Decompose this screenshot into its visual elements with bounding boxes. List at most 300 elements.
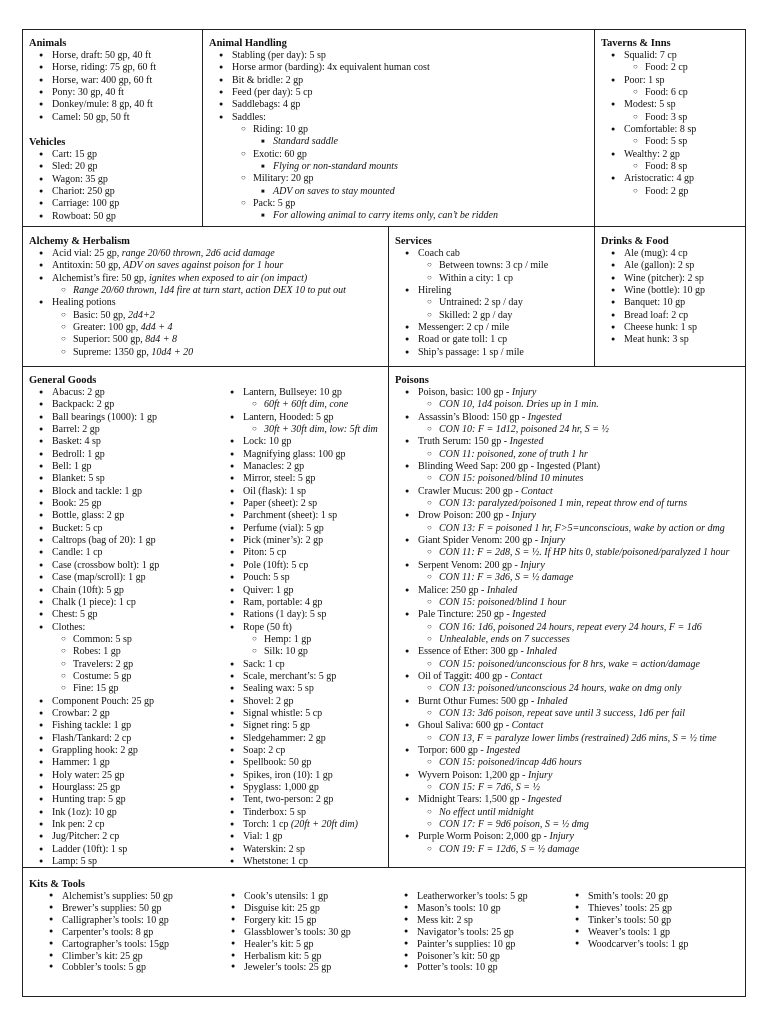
list-item — [220, 498, 388, 510]
item-note: CON 10: F = 1d12, poisoned 24 hr, S = ½ — [439, 424, 609, 436]
item-text: Superior: 500 gp, — [73, 334, 146, 346]
item-text: Pale Tincture: 250 gp - — [418, 609, 513, 621]
list-item — [220, 634, 388, 646]
list-item — [565, 939, 745, 951]
item-note: 2d4+2 — [128, 309, 155, 321]
list-item — [220, 659, 388, 671]
list-item — [29, 62, 201, 74]
item-text: Within a city: 1 cp — [439, 272, 514, 284]
item-text: Oil of Taggit: 400 gp - — [418, 670, 511, 682]
item-note: Inhaled — [486, 584, 518, 596]
list-item — [220, 696, 388, 708]
item-text: Poison, basic: 100 gp - — [418, 387, 512, 398]
list-item — [29, 473, 224, 485]
taverns-box — [594, 29, 746, 227]
item-text: Hemp: 1 gp — [264, 633, 312, 645]
list-item — [601, 322, 746, 334]
item-text: Perfume (vial): 5 gp — [243, 522, 324, 534]
list-item — [29, 273, 389, 285]
item-text: Truth Serum: 150 gp - — [418, 436, 510, 448]
list-item — [209, 99, 594, 111]
item-text: Bucket: 5 cp — [52, 522, 103, 534]
list-item — [395, 273, 595, 285]
kits-heading: Kits & Tools — [29, 879, 86, 890]
item-text: Comfortable: 8 sp — [624, 124, 697, 136]
list-item — [209, 136, 594, 148]
item-text: Basic: 50 gp, — [73, 309, 128, 321]
item-text: Chest: 5 gp — [52, 609, 98, 621]
list-item — [209, 210, 594, 222]
item-note: Ingested — [527, 794, 562, 806]
item-text: Ladder (10ft): 1 sp — [52, 843, 128, 855]
list-item — [29, 75, 201, 87]
list-item — [601, 75, 746, 87]
item-text: Feed (per day): 5 cp — [232, 87, 313, 99]
item-note: ignites when exposed to air (on impact) — [148, 272, 308, 284]
item-text: Blinding Weed Sap: 200 gp - Ingested (Plant) — [418, 461, 601, 473]
list-item — [39, 915, 219, 927]
item-text: Chalk (1 piece): 1 cp — [52, 596, 136, 608]
list-item — [601, 297, 746, 309]
item-note: CON 16: 1d6, poisoned 24 hours, repeat every 24 hours, F = 1d6 — [439, 621, 702, 633]
list-item — [29, 161, 201, 173]
list-item — [29, 211, 201, 223]
list-item — [220, 436, 388, 448]
item-note: For allowing animal to carry items only, can’t be ridden — [273, 210, 498, 222]
item-note: Injury — [549, 831, 574, 843]
item-note: Contact — [521, 485, 553, 497]
item-text: Donkey/mule: 8 gp, 40 ft — [52, 99, 153, 111]
item-text: Ship’s passage: 1 sp / mile — [418, 346, 524, 358]
item-text: Hunting trap: 5 gp — [52, 794, 126, 806]
list-item — [395, 473, 746, 485]
list-item — [601, 173, 746, 185]
list-item — [29, 399, 224, 411]
item-text: Essence of Ether: 300 gp - — [418, 646, 527, 658]
list-item — [395, 597, 746, 609]
taverns-list — [601, 50, 746, 198]
item-text: Chariot: 250 gp — [52, 186, 115, 198]
list-item — [29, 285, 389, 297]
list-item — [395, 770, 746, 782]
list-item — [220, 683, 388, 695]
item-text: Mess kit: 2 sp — [417, 914, 473, 926]
list-item — [29, 498, 224, 510]
list-item — [601, 186, 746, 198]
item-text: Herbalism kit: 5 gp — [244, 950, 322, 962]
list-item — [220, 831, 388, 843]
item-text: Sledgehammer: 2 gp — [243, 732, 326, 744]
item-note: Injury — [540, 535, 566, 547]
item-text: Glassblower’s tools: 30 gp — [244, 926, 351, 938]
list-item — [29, 297, 389, 309]
item-text: Mirror, steel: 5 gp — [243, 473, 316, 485]
item-text: Saddlebags: 4 gp — [232, 99, 301, 111]
item-text: Ink (1oz): 10 gp — [52, 806, 117, 818]
item-text: Brewer’s supplies: 50 gp — [62, 902, 162, 914]
item-text: Fine: 15 gp — [73, 683, 119, 695]
list-item — [395, 757, 746, 769]
item-text: Clothes: — [52, 621, 86, 633]
item-text: Common: 5 sp — [73, 633, 132, 645]
item-text: Jug/Pitcher: 2 cp — [52, 831, 120, 843]
item-text: Spellbook: 50 gp — [243, 757, 312, 769]
list-item — [29, 807, 224, 819]
item-note: ADV on saves to stay mounted — [273, 185, 395, 197]
item-text: Ink pen: 2 cp — [52, 819, 105, 831]
item-note: Injury — [527, 769, 553, 781]
item-text: Crowbar: 2 gp — [52, 707, 110, 719]
item-text: Sealing wax: 5 sp — [243, 683, 314, 695]
list-item — [29, 597, 224, 609]
list-item — [209, 62, 594, 74]
item-text: Greater: 100 gp, — [73, 322, 141, 334]
item-text: Food: 5 sp — [645, 136, 688, 148]
item-text: Sack: 1 cp — [243, 658, 285, 670]
item-text: Wealthy: 2 gp — [624, 148, 680, 160]
item-note: CON 13: paralyzed/poisoned 1 min, repeat throw end of turns — [439, 498, 688, 510]
item-note: 30ft + 30ft dim, low: 5ft dim — [264, 424, 378, 436]
item-text: Alchemist’s supplies: 50 gp — [62, 891, 173, 902]
item-text: Untrained: 2 sp / day — [439, 297, 523, 309]
list-item — [601, 136, 746, 148]
item-text: Alchemist’s fire: 50 gp, — [52, 272, 149, 284]
list-item — [221, 891, 411, 903]
kits-list-col4 — [565, 891, 745, 951]
alchemy-box — [22, 226, 389, 367]
item-text: Meat hunk: 3 sp — [624, 334, 689, 346]
item-text: Backpack: 2 gp — [52, 399, 115, 411]
list-item — [395, 285, 595, 297]
item-text: Giant Spider Venom: 200 gp - — [418, 535, 541, 547]
drinks-list — [601, 248, 746, 347]
item-text: Spikes, iron (10): 1 gp — [243, 769, 333, 781]
list-item — [29, 461, 224, 473]
item-text: Scale, merchant’s: 5 gp — [243, 670, 337, 682]
item-text: Vial: 1 gp — [243, 831, 283, 843]
item-note: CON 11: poisoned, zone of truth 1 hr — [439, 448, 588, 460]
list-item — [29, 186, 201, 198]
item-text: Basket: 4 sp — [52, 436, 101, 448]
item-note: Flying or non-standard mounts — [273, 161, 398, 173]
list-item — [601, 285, 746, 297]
list-item — [29, 819, 224, 831]
list-item — [29, 547, 224, 559]
item-text: Wine (bottle): 10 gp — [624, 285, 705, 297]
list-item — [220, 486, 388, 498]
list-item — [221, 962, 411, 974]
item-text: Antitoxin: 50 gp, — [52, 260, 124, 272]
list-item — [29, 745, 224, 757]
list-item — [395, 634, 746, 646]
list-item — [395, 387, 746, 399]
list-item — [29, 424, 224, 436]
list-item — [395, 547, 746, 559]
list-item — [29, 50, 201, 62]
item-text: Food: 2 gp — [645, 185, 689, 197]
list-item — [395, 510, 746, 522]
list-item — [39, 951, 219, 963]
list-item — [395, 683, 746, 695]
item-text: Thieves’ tools: 25 gp — [588, 902, 672, 914]
item-text: Wagon: 35 gp — [52, 173, 108, 185]
list-item — [209, 149, 594, 161]
item-text: Parchment (sheet): 1 sp — [243, 510, 338, 522]
list-item — [601, 310, 746, 322]
alchemy-list — [29, 248, 389, 359]
list-item — [29, 387, 224, 399]
item-text: Lantern, Hooded: 5 gp — [243, 411, 334, 423]
list-item — [395, 310, 595, 322]
item-text: Food: 8 sp — [645, 161, 688, 173]
list-item — [29, 198, 201, 210]
item-note: CON 17: F = 9d6 poison, S = ½ dmg — [439, 819, 589, 831]
list-item — [220, 609, 388, 621]
item-text: Supreme: 1350 gp, — [73, 346, 152, 358]
list-item — [29, 149, 201, 161]
item-text: Pick (miner’s): 2 gp — [243, 535, 324, 547]
item-text: Blanket: 5 sp — [52, 473, 105, 485]
item-text: Poisoner’s kit: 50 gp — [417, 950, 500, 962]
list-item — [221, 927, 411, 939]
item-text: Leatherworker’s tools: 5 gp — [417, 891, 528, 902]
item-text: Mason’s tools: 10 gp — [417, 902, 501, 914]
general-goods-heading: General Goods — [29, 375, 97, 386]
item-note: Unhealable, ends on 7 successes — [439, 633, 570, 645]
list-item — [220, 844, 388, 856]
item-text: Hammer: 1 gp — [52, 757, 110, 769]
item-note: CON 11: F = 3d6, S = ½ damage — [439, 572, 574, 584]
list-item — [220, 597, 388, 609]
list-item — [395, 585, 746, 597]
list-item — [220, 510, 388, 522]
list-item — [220, 535, 388, 547]
item-note: 10d4 + 20 — [151, 346, 194, 358]
list-item — [565, 891, 745, 903]
list-item — [220, 387, 388, 399]
item-text: Midnight Tears: 1,500 gp - — [418, 794, 528, 806]
item-text: Pouch: 5 sp — [243, 572, 290, 584]
item-text: Oil (flask): 1 sp — [243, 485, 307, 497]
item-text: Holy water: 25 gp — [52, 769, 125, 781]
alchemy-heading: Alchemy & Herbalism — [29, 236, 130, 247]
item-text: Tinderbox: 5 sp — [243, 806, 306, 818]
list-item — [395, 572, 746, 584]
item-text: Tinker’s tools: 50 gp — [588, 914, 672, 926]
list-item — [29, 510, 224, 522]
item-text: Ram, portable: 4 gp — [243, 596, 323, 608]
list-item — [29, 572, 224, 584]
item-note: CON 15: poisoned/incap 4d6 hours — [439, 757, 582, 769]
kits-list-col2 — [221, 891, 411, 974]
item-text: Jeweler’s tools: 25 gp — [244, 962, 332, 974]
list-item — [601, 334, 746, 346]
item-note: CON 11: F = 2d8, S = ½. If HP hits 0, stable/poisoned/paralyzed 1 hour — [439, 547, 730, 559]
vehicles-heading: Vehicles — [29, 137, 66, 148]
list-item — [29, 671, 224, 683]
list-item — [29, 831, 224, 843]
item-text: Healer’s kit: 5 gp — [244, 938, 314, 950]
list-item — [221, 939, 411, 951]
list-item — [209, 161, 594, 173]
list-item — [220, 770, 388, 782]
item-text: Food: 6 cp — [645, 87, 688, 99]
item-note: Ingested — [512, 609, 547, 621]
poisons-box — [388, 366, 746, 868]
item-note: Ingested — [486, 744, 521, 756]
item-text: Cobbler’s tools: 5 gp — [62, 962, 146, 974]
item-text: Military: 20 gp — [253, 173, 314, 185]
animal-handling-heading: Animal Handling — [209, 38, 287, 49]
list-item — [601, 161, 746, 173]
item-text: Horse, draft: 50 gp, 40 ft — [52, 50, 152, 61]
item-note: Injury — [520, 559, 545, 571]
list-item — [29, 794, 224, 806]
list-item — [29, 609, 224, 621]
list-item — [29, 770, 224, 782]
item-note: Contact — [511, 720, 544, 732]
item-text: Messenger: 2 cp / mile — [418, 322, 510, 334]
list-item — [220, 807, 388, 819]
item-text: Caltrops (bag of 20): 1 gp — [52, 535, 156, 547]
item-text: Grappling hook: 2 gp — [52, 744, 138, 756]
list-item — [29, 87, 201, 99]
general-goods-list-a — [29, 387, 224, 868]
item-text: Costume: 5 gp — [73, 670, 132, 682]
list-item — [395, 782, 746, 794]
item-note: Ingested — [509, 436, 544, 448]
list-item — [395, 523, 746, 535]
item-text: Fishing tackle: 1 gp — [52, 720, 132, 732]
item-text: Soap: 2 cp — [243, 744, 286, 756]
item-text: Squalid: 7 cp — [624, 50, 677, 61]
list-item — [395, 807, 746, 819]
item-text: Smith’s tools: 20 gp — [588, 891, 669, 902]
list-item — [220, 424, 388, 436]
list-item — [209, 75, 594, 87]
item-text: Drow Poison: 200 gp - — [418, 510, 512, 522]
item-text: Quiver: 1 gp — [243, 584, 294, 596]
services-list — [395, 248, 595, 359]
item-text: Between towns: 3 cp / mile — [439, 260, 549, 272]
list-item — [601, 62, 746, 74]
item-note: CON 13: 3d6 poison, repeat save until 3 success, 1d6 per fail — [439, 707, 685, 719]
item-text: Bread loaf: 2 cp — [624, 309, 689, 321]
list-item — [601, 248, 746, 260]
poisons-list — [395, 387, 746, 856]
item-text: Cart: 15 gp — [52, 149, 97, 160]
item-note: CON 19: F = 12d6, S = ½ damage — [439, 843, 580, 855]
item-text: Rope (50 ft) — [243, 621, 292, 633]
item-text: Horse armor (barding): 4x equivalent human cost — [232, 62, 430, 74]
list-item — [395, 334, 595, 346]
item-text: Book: 25 gp — [52, 498, 102, 510]
list-item — [395, 794, 746, 806]
list-item — [29, 99, 201, 111]
item-note: CON 10, 1d4 poison. Dries up in 1 min. — [439, 399, 599, 411]
list-item — [220, 782, 388, 794]
item-text: Modest: 5 sp — [624, 99, 676, 111]
list-item — [395, 297, 595, 309]
item-text: Manacles: 2 gp — [243, 461, 305, 473]
list-item — [394, 939, 584, 951]
item-note: CON 15: poisoned/blind 1 hour — [439, 596, 567, 608]
item-text: Whetstone: 1 cp — [243, 856, 308, 868]
list-item — [29, 585, 224, 597]
item-text: Carriage: 100 gp — [52, 198, 120, 210]
item-text: Weaver’s tools: 1 gp — [588, 926, 671, 938]
item-text: Hireling — [418, 285, 452, 297]
animals-list — [29, 50, 201, 124]
item-note: ADV on saves against poison for 1 hour — [123, 260, 284, 272]
list-item — [29, 757, 224, 769]
list-item — [395, 560, 746, 572]
list-item — [29, 436, 224, 448]
list-item — [29, 535, 224, 547]
item-text: Assassin’s Blood: 150 gp - — [418, 411, 528, 423]
list-item — [220, 449, 388, 461]
list-item — [395, 609, 746, 621]
list-item — [395, 659, 746, 671]
item-text: Tent, two-person: 2 gp — [243, 794, 334, 806]
list-item — [221, 915, 411, 927]
list-item — [601, 260, 746, 272]
item-text: Case (crossbow bolt): 1 gp — [52, 559, 160, 571]
item-text: Lamp: 5 sp — [52, 856, 97, 868]
item-text: Pack: 5 gp — [253, 198, 296, 210]
item-text: Candle: 1 cp — [52, 547, 103, 559]
item-text: Food: 3 sp — [645, 111, 688, 123]
poisons-heading: Poisons — [395, 375, 429, 386]
item-text: Coach cab — [418, 248, 460, 259]
item-text: Spyglass: 1,000 gp — [243, 782, 319, 793]
list-item — [39, 903, 219, 915]
item-text: Abacus: 2 gp — [52, 387, 105, 398]
list-item — [29, 696, 224, 708]
list-item — [395, 248, 595, 260]
item-text: Ale (mug): 4 cp — [624, 248, 688, 259]
item-note: Inhaled — [536, 695, 568, 707]
list-item — [565, 915, 745, 927]
list-item — [220, 412, 388, 424]
item-note: Ingested — [527, 411, 562, 423]
item-text: Purple Worm Poison: 2,000 gp - — [418, 831, 550, 843]
item-text: Bedroll: 1 gp — [52, 448, 105, 460]
item-text: Signal whistle: 5 cp — [243, 707, 323, 719]
kits-box — [22, 867, 746, 997]
list-item — [395, 708, 746, 720]
list-item — [395, 819, 746, 831]
item-note: Injury — [511, 510, 537, 522]
item-text: Torch: 1 cp — [243, 819, 291, 831]
list-item — [601, 99, 746, 111]
item-note: CON 15: poisoned/unconscious for 8 hrs, wake = action/damage — [439, 658, 700, 670]
list-item — [29, 112, 201, 124]
list-item — [220, 585, 388, 597]
item-note: Range 20/60 thrown, 1d4 fire at turn start, action DEX 10 to put out — [73, 285, 346, 297]
item-note: (20ft + 20ft dim) — [290, 819, 358, 831]
vehicles-list — [29, 149, 201, 223]
list-item — [209, 87, 594, 99]
item-note: range 20/60 thrown, 2d6 acid damage — [121, 248, 275, 259]
item-text: Silk: 10 gp — [264, 646, 308, 658]
item-text: Climber’s kit: 25 gp — [62, 950, 143, 962]
item-text: Road or gate toll: 1 cp — [418, 334, 508, 346]
services-box — [388, 226, 595, 367]
drinks-box — [594, 226, 746, 367]
item-text: Painter’s supplies: 10 gp — [417, 938, 516, 950]
list-item — [29, 683, 224, 695]
